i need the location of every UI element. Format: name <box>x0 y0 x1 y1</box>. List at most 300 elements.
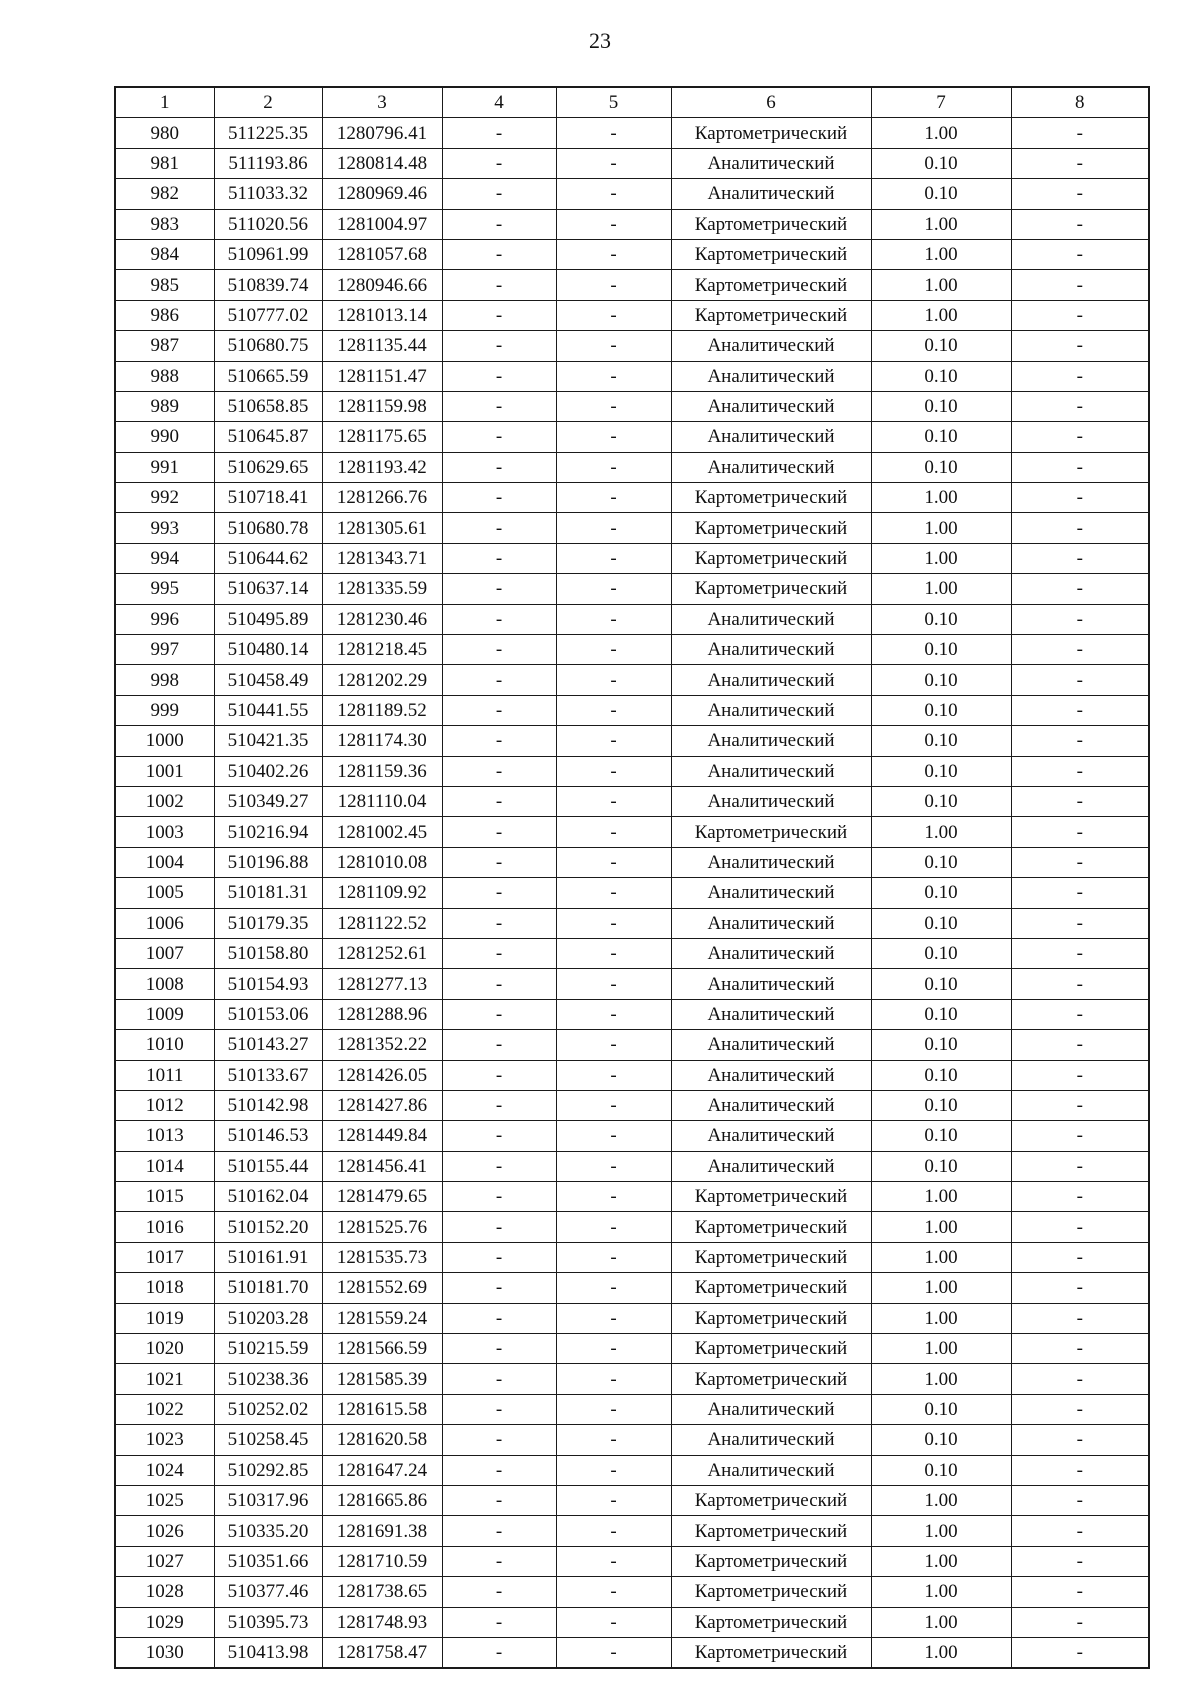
cell-col-4: - <box>442 209 556 239</box>
cell-col-4: - <box>442 391 556 421</box>
table-row <box>115 1212 1149 1242</box>
cell-accuracy: 0.10 <box>871 1030 1011 1060</box>
cell-y-coordinate: 1281218.45 <box>322 635 442 665</box>
cell-col-8: - <box>1011 969 1149 999</box>
table-row <box>115 1273 1149 1303</box>
cell-x-coordinate: 510153.06 <box>214 999 322 1029</box>
cell-point-number: 1028 <box>115 1577 214 1607</box>
cell-x-coordinate: 510158.80 <box>214 938 322 968</box>
cell-accuracy: 0.10 <box>871 786 1011 816</box>
coordinates-table <box>114 86 1150 1669</box>
table-row <box>115 1394 1149 1424</box>
cell-x-coordinate: 510421.35 <box>214 726 322 756</box>
cell-point-number: 980 <box>115 118 214 148</box>
cell-y-coordinate: 1281010.08 <box>322 847 442 877</box>
cell-y-coordinate: 1281559.24 <box>322 1303 442 1333</box>
cell-accuracy: 1.00 <box>871 1516 1011 1546</box>
cell-method: Аналитический <box>671 1151 871 1181</box>
cell-accuracy: 0.10 <box>871 179 1011 209</box>
cell-y-coordinate: 1281620.58 <box>322 1425 442 1455</box>
cell-x-coordinate: 510154.93 <box>214 969 322 999</box>
cell-y-coordinate: 1281647.24 <box>322 1455 442 1485</box>
table-row <box>115 452 1149 482</box>
cell-accuracy: 0.10 <box>871 635 1011 665</box>
cell-method: Картометрический <box>671 1485 871 1515</box>
cell-col-8: - <box>1011 1425 1149 1455</box>
cell-accuracy: 1.00 <box>871 483 1011 513</box>
table-row <box>115 574 1149 604</box>
cell-y-coordinate: 1281615.58 <box>322 1394 442 1424</box>
cell-x-coordinate: 510216.94 <box>214 817 322 847</box>
cell-y-coordinate: 1281057.68 <box>322 239 442 269</box>
table-row <box>115 635 1149 665</box>
cell-col-5: - <box>556 1516 671 1546</box>
table-row <box>115 999 1149 1029</box>
cell-method: Картометрический <box>671 270 871 300</box>
cell-col-4: - <box>442 452 556 482</box>
cell-col-4: - <box>442 1121 556 1151</box>
cell-col-8: - <box>1011 938 1149 968</box>
cell-y-coordinate: 1281109.92 <box>322 878 442 908</box>
table-row <box>115 604 1149 634</box>
cell-y-coordinate: 1281426.05 <box>322 1060 442 1090</box>
cell-method: Аналитический <box>671 1425 871 1455</box>
cell-accuracy: 0.10 <box>871 1455 1011 1485</box>
cell-point-number: 1027 <box>115 1546 214 1576</box>
cell-point-number: 983 <box>115 209 214 239</box>
cell-method: Картометрический <box>671 817 871 847</box>
cell-x-coordinate: 510317.96 <box>214 1485 322 1515</box>
cell-col-4: - <box>442 1607 556 1637</box>
cell-x-coordinate: 510146.53 <box>214 1121 322 1151</box>
cell-col-8: - <box>1011 209 1149 239</box>
cell-method: Аналитический <box>671 179 871 209</box>
cell-y-coordinate: 1281004.97 <box>322 209 442 239</box>
cell-col-8: - <box>1011 361 1149 391</box>
cell-point-number: 986 <box>115 300 214 330</box>
cell-col-5: - <box>556 1394 671 1424</box>
cell-y-coordinate: 1280814.48 <box>322 148 442 178</box>
cell-col-4: - <box>442 543 556 573</box>
table-row <box>115 270 1149 300</box>
cell-accuracy: 1.00 <box>871 270 1011 300</box>
table-row <box>115 1060 1149 1090</box>
cell-col-8: - <box>1011 118 1149 148</box>
cell-method: Картометрический <box>671 1607 871 1637</box>
cell-col-4: - <box>442 1546 556 1576</box>
cell-point-number: 981 <box>115 148 214 178</box>
table-row <box>115 1516 1149 1546</box>
cell-col-8: - <box>1011 908 1149 938</box>
cell-y-coordinate: 1280946.66 <box>322 270 442 300</box>
cell-point-number: 988 <box>115 361 214 391</box>
cell-col-5: - <box>556 847 671 877</box>
cell-point-number: 1013 <box>115 1121 214 1151</box>
table-row <box>115 1577 1149 1607</box>
cell-accuracy: 0.10 <box>871 1060 1011 1090</box>
cell-col-5: - <box>556 331 671 361</box>
cell-x-coordinate: 510658.85 <box>214 391 322 421</box>
cell-y-coordinate: 1281535.73 <box>322 1242 442 1272</box>
cell-col-4: - <box>442 665 556 695</box>
cell-col-5: - <box>556 1637 671 1668</box>
table-header-row <box>115 87 1149 118</box>
cell-col-4: - <box>442 239 556 269</box>
cell-col-8: - <box>1011 391 1149 421</box>
cell-col-8: - <box>1011 1485 1149 1515</box>
cell-method: Картометрический <box>671 1212 871 1242</box>
cell-method: Аналитический <box>671 756 871 786</box>
column-header-4: 4 <box>442 87 556 118</box>
cell-col-8: - <box>1011 1090 1149 1120</box>
table-row <box>115 1485 1149 1515</box>
cell-accuracy: 1.00 <box>871 1364 1011 1394</box>
cell-method: Аналитический <box>671 361 871 391</box>
cell-col-4: - <box>442 1455 556 1485</box>
cell-point-number: 989 <box>115 391 214 421</box>
cell-method: Картометрический <box>671 483 871 513</box>
cell-col-8: - <box>1011 1516 1149 1546</box>
cell-col-4: - <box>442 1273 556 1303</box>
table-row <box>115 1637 1149 1668</box>
cell-method: Картометрический <box>671 1273 871 1303</box>
cell-method: Картометрический <box>671 543 871 573</box>
cell-accuracy: 1.00 <box>871 300 1011 330</box>
cell-col-8: - <box>1011 574 1149 604</box>
table-row <box>115 1546 1149 1576</box>
cell-accuracy: 0.10 <box>871 148 1011 178</box>
cell-x-coordinate: 510839.74 <box>214 270 322 300</box>
cell-x-coordinate: 510637.14 <box>214 574 322 604</box>
table-row <box>115 513 1149 543</box>
cell-point-number: 1003 <box>115 817 214 847</box>
cell-col-8: - <box>1011 1303 1149 1333</box>
cell-y-coordinate: 1281159.36 <box>322 756 442 786</box>
column-header-7: 7 <box>871 87 1011 118</box>
cell-col-4: - <box>442 817 556 847</box>
cell-col-5: - <box>556 1546 671 1576</box>
cell-col-5: - <box>556 483 671 513</box>
cell-col-8: - <box>1011 1364 1149 1394</box>
cell-point-number: 1019 <box>115 1303 214 1333</box>
cell-accuracy: 0.10 <box>871 452 1011 482</box>
cell-x-coordinate: 510629.65 <box>214 452 322 482</box>
cell-accuracy: 0.10 <box>871 422 1011 452</box>
column-header-2: 2 <box>214 87 322 118</box>
cell-col-8: - <box>1011 635 1149 665</box>
cell-col-4: - <box>442 1060 556 1090</box>
cell-col-4: - <box>442 148 556 178</box>
cell-accuracy: 1.00 <box>871 209 1011 239</box>
cell-y-coordinate: 1281552.69 <box>322 1273 442 1303</box>
cell-method: Аналитический <box>671 878 871 908</box>
cell-col-5: - <box>556 1303 671 1333</box>
cell-col-8: - <box>1011 604 1149 634</box>
cell-point-number: 1025 <box>115 1485 214 1515</box>
cell-x-coordinate: 510644.62 <box>214 543 322 573</box>
cell-method: Аналитический <box>671 695 871 725</box>
cell-method: Аналитический <box>671 331 871 361</box>
cell-col-4: - <box>442 300 556 330</box>
cell-col-4: - <box>442 1516 556 1546</box>
cell-point-number: 982 <box>115 179 214 209</box>
cell-y-coordinate: 1281748.93 <box>322 1607 442 1637</box>
cell-accuracy: 1.00 <box>871 1212 1011 1242</box>
cell-x-coordinate: 510349.27 <box>214 786 322 816</box>
cell-y-coordinate: 1281002.45 <box>322 817 442 847</box>
cell-col-8: - <box>1011 1455 1149 1485</box>
cell-x-coordinate: 510395.73 <box>214 1607 322 1637</box>
cell-x-coordinate: 510495.89 <box>214 604 322 634</box>
cell-x-coordinate: 510152.20 <box>214 1212 322 1242</box>
cell-accuracy: 0.10 <box>871 361 1011 391</box>
cell-x-coordinate: 510718.41 <box>214 483 322 513</box>
cell-x-coordinate: 510292.85 <box>214 1455 322 1485</box>
cell-col-5: - <box>556 574 671 604</box>
table-row <box>115 179 1149 209</box>
cell-x-coordinate: 510402.26 <box>214 756 322 786</box>
column-header-5: 5 <box>556 87 671 118</box>
cell-col-4: - <box>442 1030 556 1060</box>
cell-col-5: - <box>556 908 671 938</box>
cell-col-4: - <box>442 331 556 361</box>
cell-x-coordinate: 510155.44 <box>214 1151 322 1181</box>
cell-col-8: - <box>1011 239 1149 269</box>
cell-point-number: 991 <box>115 452 214 482</box>
cell-method: Картометрический <box>671 1242 871 1272</box>
cell-x-coordinate: 510181.70 <box>214 1273 322 1303</box>
cell-col-4: - <box>442 513 556 543</box>
cell-col-5: - <box>556 452 671 482</box>
cell-accuracy: 1.00 <box>871 239 1011 269</box>
table-row <box>115 300 1149 330</box>
cell-y-coordinate: 1281691.38 <box>322 1516 442 1546</box>
cell-point-number: 1009 <box>115 999 214 1029</box>
cell-x-coordinate: 510142.98 <box>214 1090 322 1120</box>
cell-col-5: - <box>556 361 671 391</box>
cell-y-coordinate: 1280969.46 <box>322 179 442 209</box>
cell-x-coordinate: 510215.59 <box>214 1334 322 1364</box>
cell-col-8: - <box>1011 999 1149 1029</box>
cell-point-number: 1002 <box>115 786 214 816</box>
cell-col-4: - <box>442 1364 556 1394</box>
cell-y-coordinate: 1281277.13 <box>322 969 442 999</box>
cell-col-8: - <box>1011 1182 1149 1212</box>
cell-col-4: - <box>442 1303 556 1333</box>
cell-method: Аналитический <box>671 665 871 695</box>
cell-col-8: - <box>1011 1334 1149 1364</box>
table-row <box>115 847 1149 877</box>
cell-col-5: - <box>556 513 671 543</box>
cell-accuracy: 0.10 <box>871 999 1011 1029</box>
cell-col-5: - <box>556 1455 671 1485</box>
cell-col-5: - <box>556 635 671 665</box>
cell-y-coordinate: 1281585.39 <box>322 1364 442 1394</box>
cell-accuracy: 0.10 <box>871 695 1011 725</box>
cell-point-number: 1021 <box>115 1364 214 1394</box>
cell-col-8: - <box>1011 513 1149 543</box>
cell-col-5: - <box>556 756 671 786</box>
cell-x-coordinate: 510680.75 <box>214 331 322 361</box>
cell-col-8: - <box>1011 452 1149 482</box>
cell-col-5: - <box>556 665 671 695</box>
cell-col-4: - <box>442 604 556 634</box>
cell-accuracy: 1.00 <box>871 1546 1011 1576</box>
cell-col-8: - <box>1011 665 1149 695</box>
cell-col-5: - <box>556 604 671 634</box>
cell-accuracy: 1.00 <box>871 513 1011 543</box>
cell-x-coordinate: 511033.32 <box>214 179 322 209</box>
cell-col-4: - <box>442 422 556 452</box>
cell-method: Картометрический <box>671 1637 871 1668</box>
cell-accuracy: 1.00 <box>871 1637 1011 1668</box>
cell-point-number: 996 <box>115 604 214 634</box>
cell-point-number: 990 <box>115 422 214 452</box>
cell-col-8: - <box>1011 422 1149 452</box>
table-row <box>115 1334 1149 1364</box>
cell-method: Аналитический <box>671 604 871 634</box>
cell-col-8: - <box>1011 331 1149 361</box>
cell-method: Аналитический <box>671 969 871 999</box>
cell-method: Картометрический <box>671 1182 871 1212</box>
cell-point-number: 1029 <box>115 1607 214 1637</box>
cell-method: Аналитический <box>671 999 871 1029</box>
cell-method: Аналитический <box>671 938 871 968</box>
cell-y-coordinate: 1281456.41 <box>322 1151 442 1181</box>
cell-col-5: - <box>556 726 671 756</box>
cell-x-coordinate: 510777.02 <box>214 300 322 330</box>
cell-col-5: - <box>556 1273 671 1303</box>
cell-x-coordinate: 510458.49 <box>214 665 322 695</box>
cell-col-8: - <box>1011 1212 1149 1242</box>
cell-point-number: 994 <box>115 543 214 573</box>
cell-accuracy: 0.10 <box>871 756 1011 786</box>
cell-col-5: - <box>556 422 671 452</box>
page-number: 23 <box>589 28 611 53</box>
cell-method: Аналитический <box>671 1455 871 1485</box>
cell-col-4: - <box>442 1242 556 1272</box>
cell-y-coordinate: 1281343.71 <box>322 543 442 573</box>
table-row <box>115 209 1149 239</box>
cell-point-number: 1023 <box>115 1425 214 1455</box>
table-row <box>115 1242 1149 1272</box>
cell-col-5: - <box>556 391 671 421</box>
cell-col-8: - <box>1011 847 1149 877</box>
cell-accuracy: 0.10 <box>871 969 1011 999</box>
cell-x-coordinate: 510238.36 <box>214 1364 322 1394</box>
cell-col-4: - <box>442 999 556 1029</box>
cell-col-5: - <box>556 1334 671 1364</box>
cell-col-4: - <box>442 726 556 756</box>
cell-accuracy: 1.00 <box>871 1242 1011 1272</box>
cell-y-coordinate: 1281449.84 <box>322 1121 442 1151</box>
cell-col-4: - <box>442 1637 556 1668</box>
cell-col-4: - <box>442 1394 556 1424</box>
cell-y-coordinate: 1281352.22 <box>322 1030 442 1060</box>
cell-x-coordinate: 511020.56 <box>214 209 322 239</box>
cell-col-8: - <box>1011 786 1149 816</box>
cell-x-coordinate: 510413.98 <box>214 1637 322 1668</box>
cell-point-number: 1014 <box>115 1151 214 1181</box>
cell-x-coordinate: 510133.67 <box>214 1060 322 1090</box>
cell-point-number: 985 <box>115 270 214 300</box>
cell-method: Аналитический <box>671 1060 871 1090</box>
cell-accuracy: 1.00 <box>871 817 1011 847</box>
table-row <box>115 756 1149 786</box>
cell-x-coordinate: 510961.99 <box>214 239 322 269</box>
table-row <box>115 817 1149 847</box>
cell-point-number: 984 <box>115 239 214 269</box>
cell-y-coordinate: 1281288.96 <box>322 999 442 1029</box>
table-row <box>115 665 1149 695</box>
table-row <box>115 1182 1149 1212</box>
cell-col-8: - <box>1011 300 1149 330</box>
cell-y-coordinate: 1281135.44 <box>322 331 442 361</box>
cell-y-coordinate: 1281175.65 <box>322 422 442 452</box>
cell-col-5: - <box>556 1121 671 1151</box>
cell-y-coordinate: 1281566.59 <box>322 1334 442 1364</box>
column-header-6: 6 <box>671 87 871 118</box>
table-row <box>115 1425 1149 1455</box>
table-row <box>115 483 1149 513</box>
cell-x-coordinate: 510665.59 <box>214 361 322 391</box>
cell-accuracy: 0.10 <box>871 331 1011 361</box>
cell-accuracy: 0.10 <box>871 847 1011 877</box>
cell-method: Аналитический <box>671 726 871 756</box>
cell-point-number: 1030 <box>115 1637 214 1668</box>
cell-y-coordinate: 1281230.46 <box>322 604 442 634</box>
cell-method: Картометрический <box>671 513 871 543</box>
table-body <box>115 118 1149 1668</box>
cell-col-5: - <box>556 695 671 725</box>
cell-col-8: - <box>1011 148 1149 178</box>
cell-col-8: - <box>1011 878 1149 908</box>
cell-method: Аналитический <box>671 452 871 482</box>
cell-method: Аналитический <box>671 1090 871 1120</box>
cell-method: Картометрический <box>671 209 871 239</box>
cell-col-5: - <box>556 118 671 148</box>
table-row <box>115 1090 1149 1120</box>
cell-method: Аналитический <box>671 635 871 665</box>
cell-col-5: - <box>556 270 671 300</box>
cell-col-5: - <box>556 1182 671 1212</box>
cell-x-coordinate: 510645.87 <box>214 422 322 452</box>
cell-x-coordinate: 510258.45 <box>214 1425 322 1455</box>
cell-accuracy: 0.10 <box>871 1425 1011 1455</box>
cell-col-5: - <box>556 148 671 178</box>
cell-col-8: - <box>1011 1030 1149 1060</box>
cell-method: Аналитический <box>671 1121 871 1151</box>
cell-col-5: - <box>556 969 671 999</box>
cell-point-number: 998 <box>115 665 214 695</box>
cell-point-number: 1018 <box>115 1273 214 1303</box>
cell-x-coordinate: 510480.14 <box>214 635 322 665</box>
table-row <box>115 938 1149 968</box>
cell-accuracy: 1.00 <box>871 1334 1011 1364</box>
cell-method: Картометрический <box>671 1577 871 1607</box>
cell-accuracy: 0.10 <box>871 604 1011 634</box>
cell-point-number: 1012 <box>115 1090 214 1120</box>
cell-col-5: - <box>556 239 671 269</box>
cell-col-8: - <box>1011 1121 1149 1151</box>
cell-method: Аналитический <box>671 391 871 421</box>
cell-x-coordinate: 510162.04 <box>214 1182 322 1212</box>
cell-col-5: - <box>556 1425 671 1455</box>
cell-point-number: 1007 <box>115 938 214 968</box>
cell-col-4: - <box>442 270 556 300</box>
cell-x-coordinate: 510335.20 <box>214 1516 322 1546</box>
cell-x-coordinate: 511193.86 <box>214 148 322 178</box>
